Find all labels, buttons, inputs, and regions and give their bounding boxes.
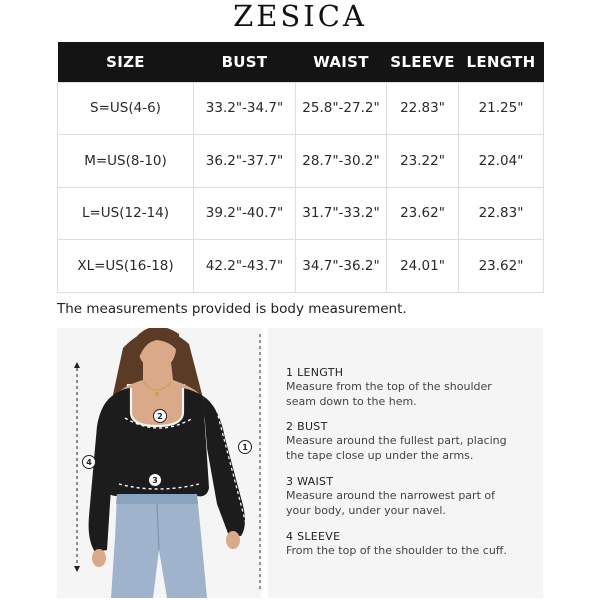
marker-4	[83, 456, 96, 469]
table-row	[58, 82, 544, 135]
instruction-line: Measure from the top of the shoulder	[286, 380, 492, 393]
size-cell: M=US(8-10)	[58, 135, 194, 188]
hand-left	[92, 549, 106, 567]
table-row	[58, 187, 544, 240]
bust-cell: 33.2"-34.7"	[194, 82, 296, 135]
instruction-line: Measure around the fullest part, placing	[286, 434, 507, 447]
column-header-size: SIZE	[58, 42, 194, 82]
sleeve-right	[203, 396, 245, 536]
measurement-note: The measurements provided is body measurement.	[57, 301, 407, 317]
instruction-line: your body, under your navel.	[286, 503, 446, 517]
marker-2	[154, 410, 167, 423]
size-chart-table	[57, 42, 544, 293]
column-header-sleeve: SLEEVE	[387, 42, 459, 82]
instruction-sleeve	[286, 530, 536, 559]
instruction-length	[286, 366, 536, 409]
column-header-bust: BUST	[194, 42, 296, 82]
length-indicator-line	[255, 330, 265, 596]
svg-text:1: 1	[242, 443, 248, 452]
instruction-line: the tape close up under the arms.	[286, 448, 474, 462]
waist-cell: 25.8"-27.2"	[296, 82, 387, 135]
size-cell: S=US(4-6)	[58, 82, 194, 135]
model-illustration	[57, 328, 261, 598]
bust-cell: 42.2"-43.7"	[194, 240, 296, 293]
length-cell: 23.62"	[459, 240, 544, 293]
measure-instructions-panel	[268, 328, 543, 598]
svg-text:3: 3	[152, 476, 158, 485]
instruction-title: 4 SLEEVE	[286, 530, 341, 543]
sleeve-cell: 23.62"	[387, 187, 459, 240]
sleeve-cell: 23.22"	[387, 135, 459, 188]
table-row	[58, 240, 544, 293]
size-cell: XL=US(16-18)	[58, 240, 194, 293]
table-header-row	[58, 42, 544, 82]
waist-cell: 28.7"-30.2"	[296, 135, 387, 188]
length-cell: 21.25"	[459, 82, 544, 135]
svg-text:2: 2	[157, 412, 163, 421]
instruction-title: 3 WAIST	[286, 475, 334, 488]
waist-cell: 34.7"-36.2"	[296, 240, 387, 293]
jeans-waistband	[116, 494, 198, 504]
waist-cell: 31.7"-33.2"	[296, 187, 387, 240]
instruction-title: 2 BUST	[286, 420, 328, 433]
instruction-line: seam down to the hem.	[286, 394, 417, 408]
column-header-waist: WAIST	[296, 42, 387, 82]
marker-3	[149, 474, 162, 487]
size-cell: L=US(12-14)	[58, 187, 194, 240]
marker-1	[239, 441, 252, 454]
instruction-line: Measure around the narrowest part of	[286, 489, 495, 502]
instruction-bust	[286, 420, 536, 463]
sleeve-cell: 24.01"	[387, 240, 459, 293]
bust-cell: 39.2"-40.7"	[194, 187, 296, 240]
svg-text:4: 4	[86, 458, 92, 467]
brand-logo: ZESICA	[233, 0, 367, 33]
hand-right	[226, 531, 240, 549]
instruction-line: From the top of the shoulder to the cuff.	[286, 544, 507, 557]
length-cell: 22.04"	[459, 135, 544, 188]
instruction-title: 1 LENGTH	[286, 366, 344, 379]
model-photo	[57, 328, 261, 598]
instruction-waist	[286, 475, 536, 518]
column-header-length: LENGTH	[459, 42, 544, 82]
sleeve-cell: 22.83"	[387, 82, 459, 135]
bust-cell: 36.2"-37.7"	[194, 135, 296, 188]
table-row	[58, 135, 544, 188]
length-cell: 22.83"	[459, 187, 544, 240]
